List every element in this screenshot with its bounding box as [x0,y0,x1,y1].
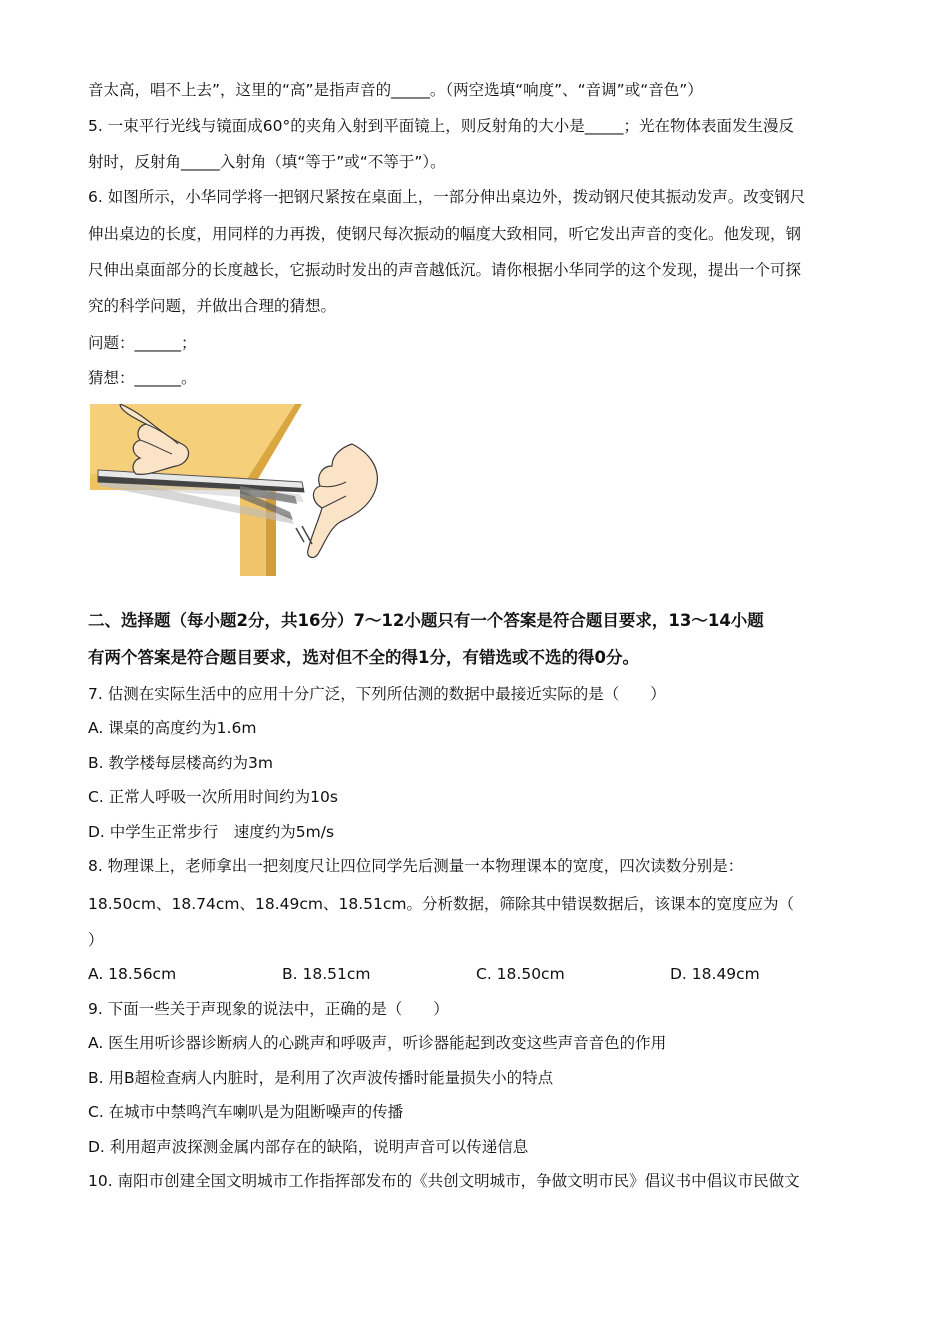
q8-stem-2: 18.50cm、18.74cm、18.49cm、18.51cm。分析数据，筛除其中错误数据后，该课本的宽度应为（ [88,895,794,913]
q6-line-4: 究的科学问题，并做出合理的猜想。 [88,297,337,315]
q6-line-2: 伸出桌边的长度，用同样的力再拨，使钢尺每次振动的幅度大致相同，听它发出声音的变化。他发现，钢 [88,225,802,243]
q8-stem-3: ） [88,931,104,949]
q8-stem-1: 8. 物理课上，老师拿出一把刻度尺让四位同学先后测量一本物理课本的宽度，四次读数分别是： [88,857,744,875]
plucking-hand [308,444,378,557]
q6-line-1: 6. 如图所示，小华同学将一把钢尺紧按在桌面上，一部分伸出桌边外，拨动钢尺使其振动发声。改变钢尺 [88,188,806,206]
q7-option-b: B. 教学楼每层楼高约为3m [88,754,273,772]
q8-option-a: A. 18.56cm [88,965,177,983]
q6-question-blank: 问题：______； [88,334,197,352]
q8-option-b: B. 18.51cm [282,965,371,983]
section-2-heading-line-1: 二、选择题（每小题2分，共16分）7～12小题只有一个答案是符合题目要求，13～14小题 [88,611,764,630]
q6-line-3: 尺伸出桌面部分的长度越长，它振动时发出的声音越低沉。请你根据小华同学的这个发现，提出一个可探 [88,261,802,279]
q9-option-a: A. 医生用听诊器诊断病人的心跳声和呼吸声，听诊器能起到改变这些声音音色的作用 [88,1034,667,1052]
q9-stem: 9. 下面一些关于声现象的说法中，正确的是（ ） [88,1000,449,1018]
q7-option-d: D. 中学生正常步行 速度约为5m/s [88,823,335,841]
q7-option-c: C. 正常人呼吸一次所用时间约为10s [88,788,338,806]
q9-option-b: B. 用B超检查病人内脏时，是利用了次声波传播时能量损失小的特点 [88,1069,554,1087]
q9-option-d: D. 利用超声波探测金属内部存在的缺陷，说明声音可以传递信息 [88,1138,529,1156]
q5-line-1: 5. 一束平行光线与镜面成60°的夹角入射到平面镜上，则反射角的大小是_____；光在物体表面发生漫反 [88,117,794,135]
q9-option-c: C. 在城市中禁鸣汽车喇叭是为阻断噪声的传播 [88,1103,404,1121]
q8-option-c: C. 18.50cm [476,965,565,983]
q5-line-2: 射时，反射角_____入射角（填“等于”或“不等于”）。 [88,153,446,171]
ruler-vibration-figure [90,404,386,576]
q4-continuation: 音太高，唱不上去”，这里的“高”是指声音的_____。（两空选填“响度”、“音调”或“音色”） [88,81,703,99]
q7-option-a: A. 课桌的高度约为1.6m [88,719,257,737]
q7-stem: 7. 估测在实际生活中的应用十分广泛，下列所估测的数据中最接近实际的是（ ） [88,685,666,703]
section-2-heading-line-2: 有两个答案是符合题目要求，选对但不全的得1分，有错选或不选的得0分。 [88,648,639,667]
q10-stem: 10. 南阳市创建全国文明城市工作指挥部发布的《共创文明城市，争做文明市民》倡议书中倡议市民做文 [88,1172,800,1190]
q8-option-d: D. 18.49cm [670,965,760,983]
q6-guess-blank: 猜想：______。 [88,369,197,387]
